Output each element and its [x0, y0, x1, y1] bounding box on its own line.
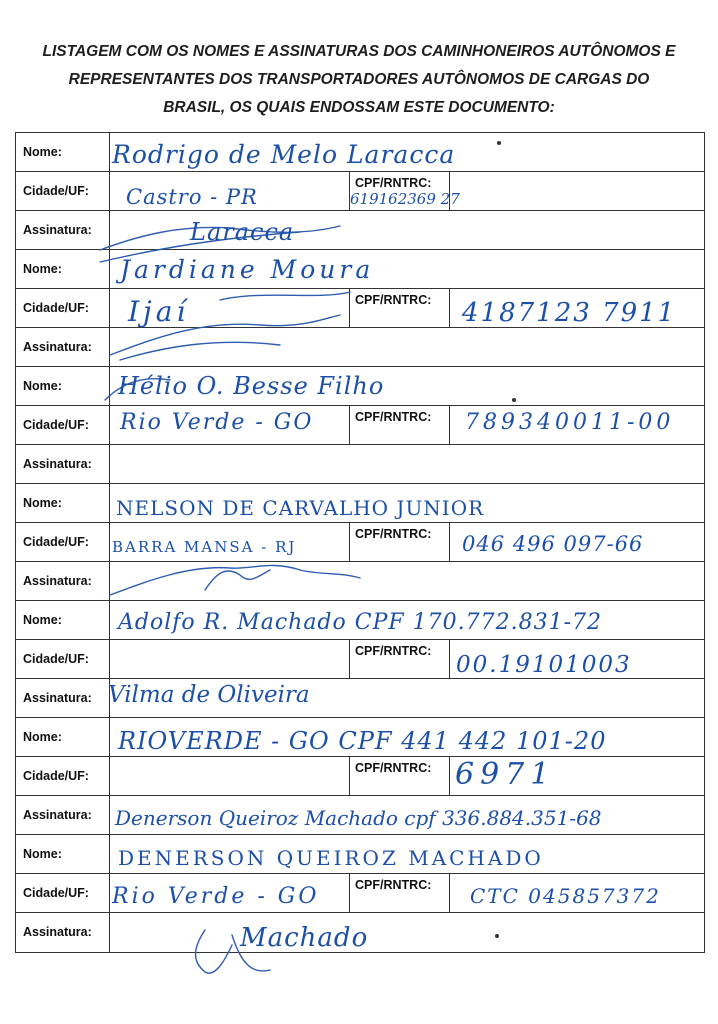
- cpf-label: CPF/RNTRC:: [349, 289, 450, 327]
- handwritten-cpf: 789340011-00: [465, 410, 675, 435]
- handwritten-cpf: 00.19101003: [456, 652, 632, 678]
- cpf-label: CPF/RNTRC:: [349, 640, 450, 678]
- title-line-2: REPRESENTANTES DOS TRANSPORTADORES AUTÔNOMOS DE CARGAS DO: [68, 71, 650, 88]
- handwritten-city: Rio Verde - GO: [120, 410, 314, 435]
- handwritten-city: Ijaí: [128, 295, 190, 328]
- city-row: [16, 757, 704, 796]
- document-title: [0, 38, 718, 122]
- handwritten-cpf: 4187123 7911: [462, 298, 677, 328]
- handwritten-name: NELSON DE CARVALHO JUNIOR: [116, 496, 485, 520]
- handwritten-city: BARRA MANSA - RJ: [112, 538, 297, 556]
- handwritten-name: Adolfo R. Machado CPF 170.772.831-72: [118, 610, 603, 635]
- handwritten-city: Rio Verde - GO: [112, 884, 320, 909]
- name-label: Nome:: [16, 718, 110, 756]
- handwritten-name: Jardiane Moura: [120, 255, 375, 284]
- handwritten-signature: Laracca: [190, 218, 295, 246]
- city-label: Cidade/UF:: [16, 172, 110, 210]
- handwritten-signature: Machado: [240, 923, 369, 953]
- name-label: Nome:: [16, 250, 110, 288]
- city-label: Cidade/UF:: [16, 640, 110, 678]
- city-label: Cidade/UF:: [16, 406, 110, 444]
- signature-label: Assinatura:: [16, 913, 110, 952]
- handwritten-signature: Vilma de Oliveira: [108, 682, 310, 708]
- signature-row: [16, 445, 704, 484]
- city-label: Cidade/UF:: [16, 289, 110, 327]
- signature-label: Assinatura:: [16, 445, 110, 483]
- handwritten-cpf: 6971: [455, 757, 556, 792]
- title-line-3: BRASIL, OS QUAIS ENDOSSAM ESTE DOCUMENTO:: [163, 99, 555, 116]
- city-label: Cidade/UF:: [16, 523, 110, 561]
- handwritten-signature: Denerson Queiroz Machado cpf 336.884.351-68: [115, 806, 602, 830]
- ink-dot: [512, 398, 516, 402]
- handwritten-name: DENERSON QUEIROZ MACHADO: [118, 846, 544, 870]
- signature-label: Assinatura:: [16, 679, 110, 717]
- handwritten-city: Castro - PR: [126, 185, 258, 209]
- handwritten-cpf: 619162369 27: [350, 190, 460, 208]
- handwritten-cpf: 046 496 097-66: [462, 532, 644, 556]
- signature-row: [16, 328, 704, 367]
- signature-label: Assinatura:: [16, 328, 110, 366]
- handwritten-name: RIOVERDE - GO CPF 441 442 101-20: [118, 727, 607, 755]
- cpf-label: CPF/RNTRC:: [349, 172, 450, 210]
- name-label: Nome:: [16, 484, 110, 522]
- city-label: Cidade/UF:: [16, 874, 110, 912]
- name-label: Nome:: [16, 133, 110, 171]
- title-line-1: LISTAGEM COM OS NOMES E ASSINATURAS DOS CAMINHONEIROS AUTÔNOMOS E: [42, 43, 676, 60]
- signature-label: Assinatura:: [16, 562, 110, 600]
- signature-label: Assinatura:: [16, 796, 110, 834]
- cpf-label: CPF/RNTRC:: [349, 757, 450, 795]
- handwritten-cpf: CTC 045857372: [470, 884, 661, 908]
- city-label: Cidade/UF:: [16, 757, 110, 795]
- cpf-label: CPF/RNTRC:: [349, 406, 450, 444]
- cpf-label: CPF/RNTRC:: [349, 523, 450, 561]
- handwritten-name: Hélio O. Besse Filho: [118, 372, 385, 400]
- name-label: Nome:: [16, 835, 110, 873]
- name-label: Nome:: [16, 367, 110, 405]
- ink-dot: [495, 934, 499, 938]
- signature-row: [16, 211, 704, 250]
- name-label: Nome:: [16, 601, 110, 639]
- signature-label: Assinatura:: [16, 211, 110, 249]
- signature-row: [16, 562, 704, 601]
- cpf-label: CPF/RNTRC:: [349, 874, 450, 912]
- ink-dot: [497, 141, 501, 145]
- handwritten-name: Rodrigo de Melo Laracca: [112, 140, 456, 169]
